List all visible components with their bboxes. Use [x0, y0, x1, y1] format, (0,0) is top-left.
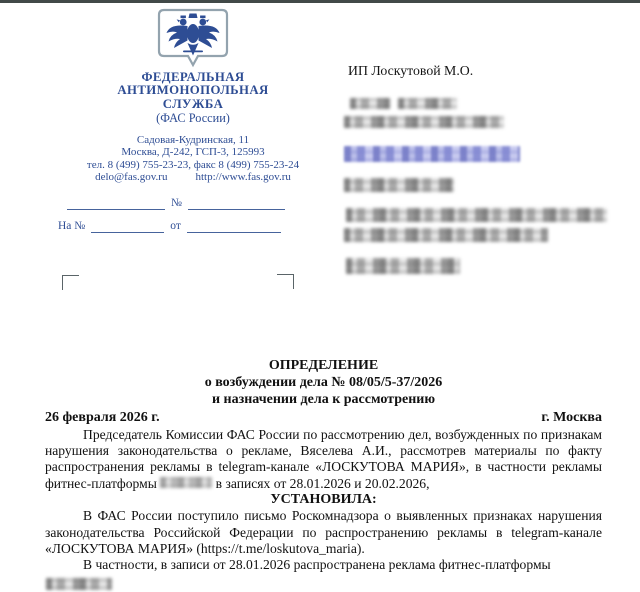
scan-edge: [0, 0, 640, 3]
redacted-line-highlighted: [344, 146, 520, 162]
dateline: [45, 410, 602, 426]
number-sign-label: №: [171, 197, 182, 209]
outgoing-date-blank: [67, 196, 165, 210]
redacted-line: [398, 98, 457, 109]
incoming-number-row: [38, 219, 348, 233]
org-name-line2: АНТИМОНОПОЛЬНАЯ: [117, 83, 269, 98]
address-zone-corner-right: [277, 274, 294, 289]
org-name-line3: СЛУЖБА: [162, 96, 224, 111]
incoming-date-blank: [187, 219, 281, 233]
fas-coat-of-arms-icon: [156, 8, 230, 68]
on-number-label: На №: [58, 220, 86, 232]
recipient-name: ИП Лоскутовой М.О.: [348, 63, 474, 78]
redacted-inline-platform-name: [160, 477, 212, 488]
resolution-heading: УСТАНОВИЛА:: [270, 491, 377, 507]
paragraph-intro: [45, 427, 602, 492]
outgoing-number-row: [38, 196, 348, 210]
paragraph-roskomnadzor: В ФАС России поступило письмо Роскомнадзора о выявленных признаках нарушения законодательства Российской Федерации по распространению рекламы в telegram-канале «ЛОСКУТОВА МАРИЯ» (https://t.me/loskutova_maria).: [45, 508, 602, 556]
document-title: ОПРЕДЕЛЕНИЕ: [268, 358, 379, 373]
org-address-street: Садовая-Кудринская, 11: [136, 134, 250, 147]
document-date: 26 февраля 2026 г.: [45, 410, 160, 426]
redacted-line: [344, 228, 548, 242]
document-body: [45, 358, 602, 574]
org-email: delo@fas.gov.ru: [95, 170, 168, 183]
org-phone-fax: тел. 8 (499) 755-23-23, факс 8 (499) 755-23-24: [86, 158, 300, 171]
document-title-case-number: о возбуждении дела № 08/05/5-37/2026: [204, 374, 443, 390]
org-address-city: Москва, Д-242, ГСП-3, 125993: [121, 146, 265, 159]
redacted-line: [344, 178, 454, 192]
redacted-line: [346, 258, 460, 274]
from-label: от: [170, 220, 181, 232]
incoming-number-blank: [91, 219, 164, 233]
document-city: г. Москва: [541, 410, 602, 426]
paragraph-intro-tail: в записях от 28.01.2026 и 20.02.2026,: [215, 475, 430, 491]
org-website: http://www.fas.gov.ru: [195, 170, 291, 183]
redacted-line: [350, 98, 390, 109]
paragraph-intro-text: Председатель Комиссии ФАС России по рассмотрению дел, возбужденных по признакам нарушения законодательства о рекламе, Вяселева А.И., рассмотрев материалы по факту распространения рекламы в telegram-канале «ЛОСКУТОВА МАРИЯ», в частности рекламы фитнес-платформы: [45, 426, 602, 491]
org-name-line1: ФЕДЕРАЛЬНАЯ: [141, 70, 245, 84]
redacted-line: [46, 578, 112, 590]
redacted-line: [346, 208, 607, 222]
document-title-purpose: и назначении дела к рассмотрению: [211, 391, 436, 407]
paragraph-record: В частности, в записи от 28.01.2026 распространена реклама фитнес-платформы: [83, 557, 551, 573]
address-zone-corner-left: [62, 275, 79, 290]
letterhead: [38, 8, 348, 183]
redacted-line: [344, 116, 504, 128]
org-short-name: (ФАС России): [156, 111, 230, 126]
outgoing-number-blank: [188, 196, 285, 210]
